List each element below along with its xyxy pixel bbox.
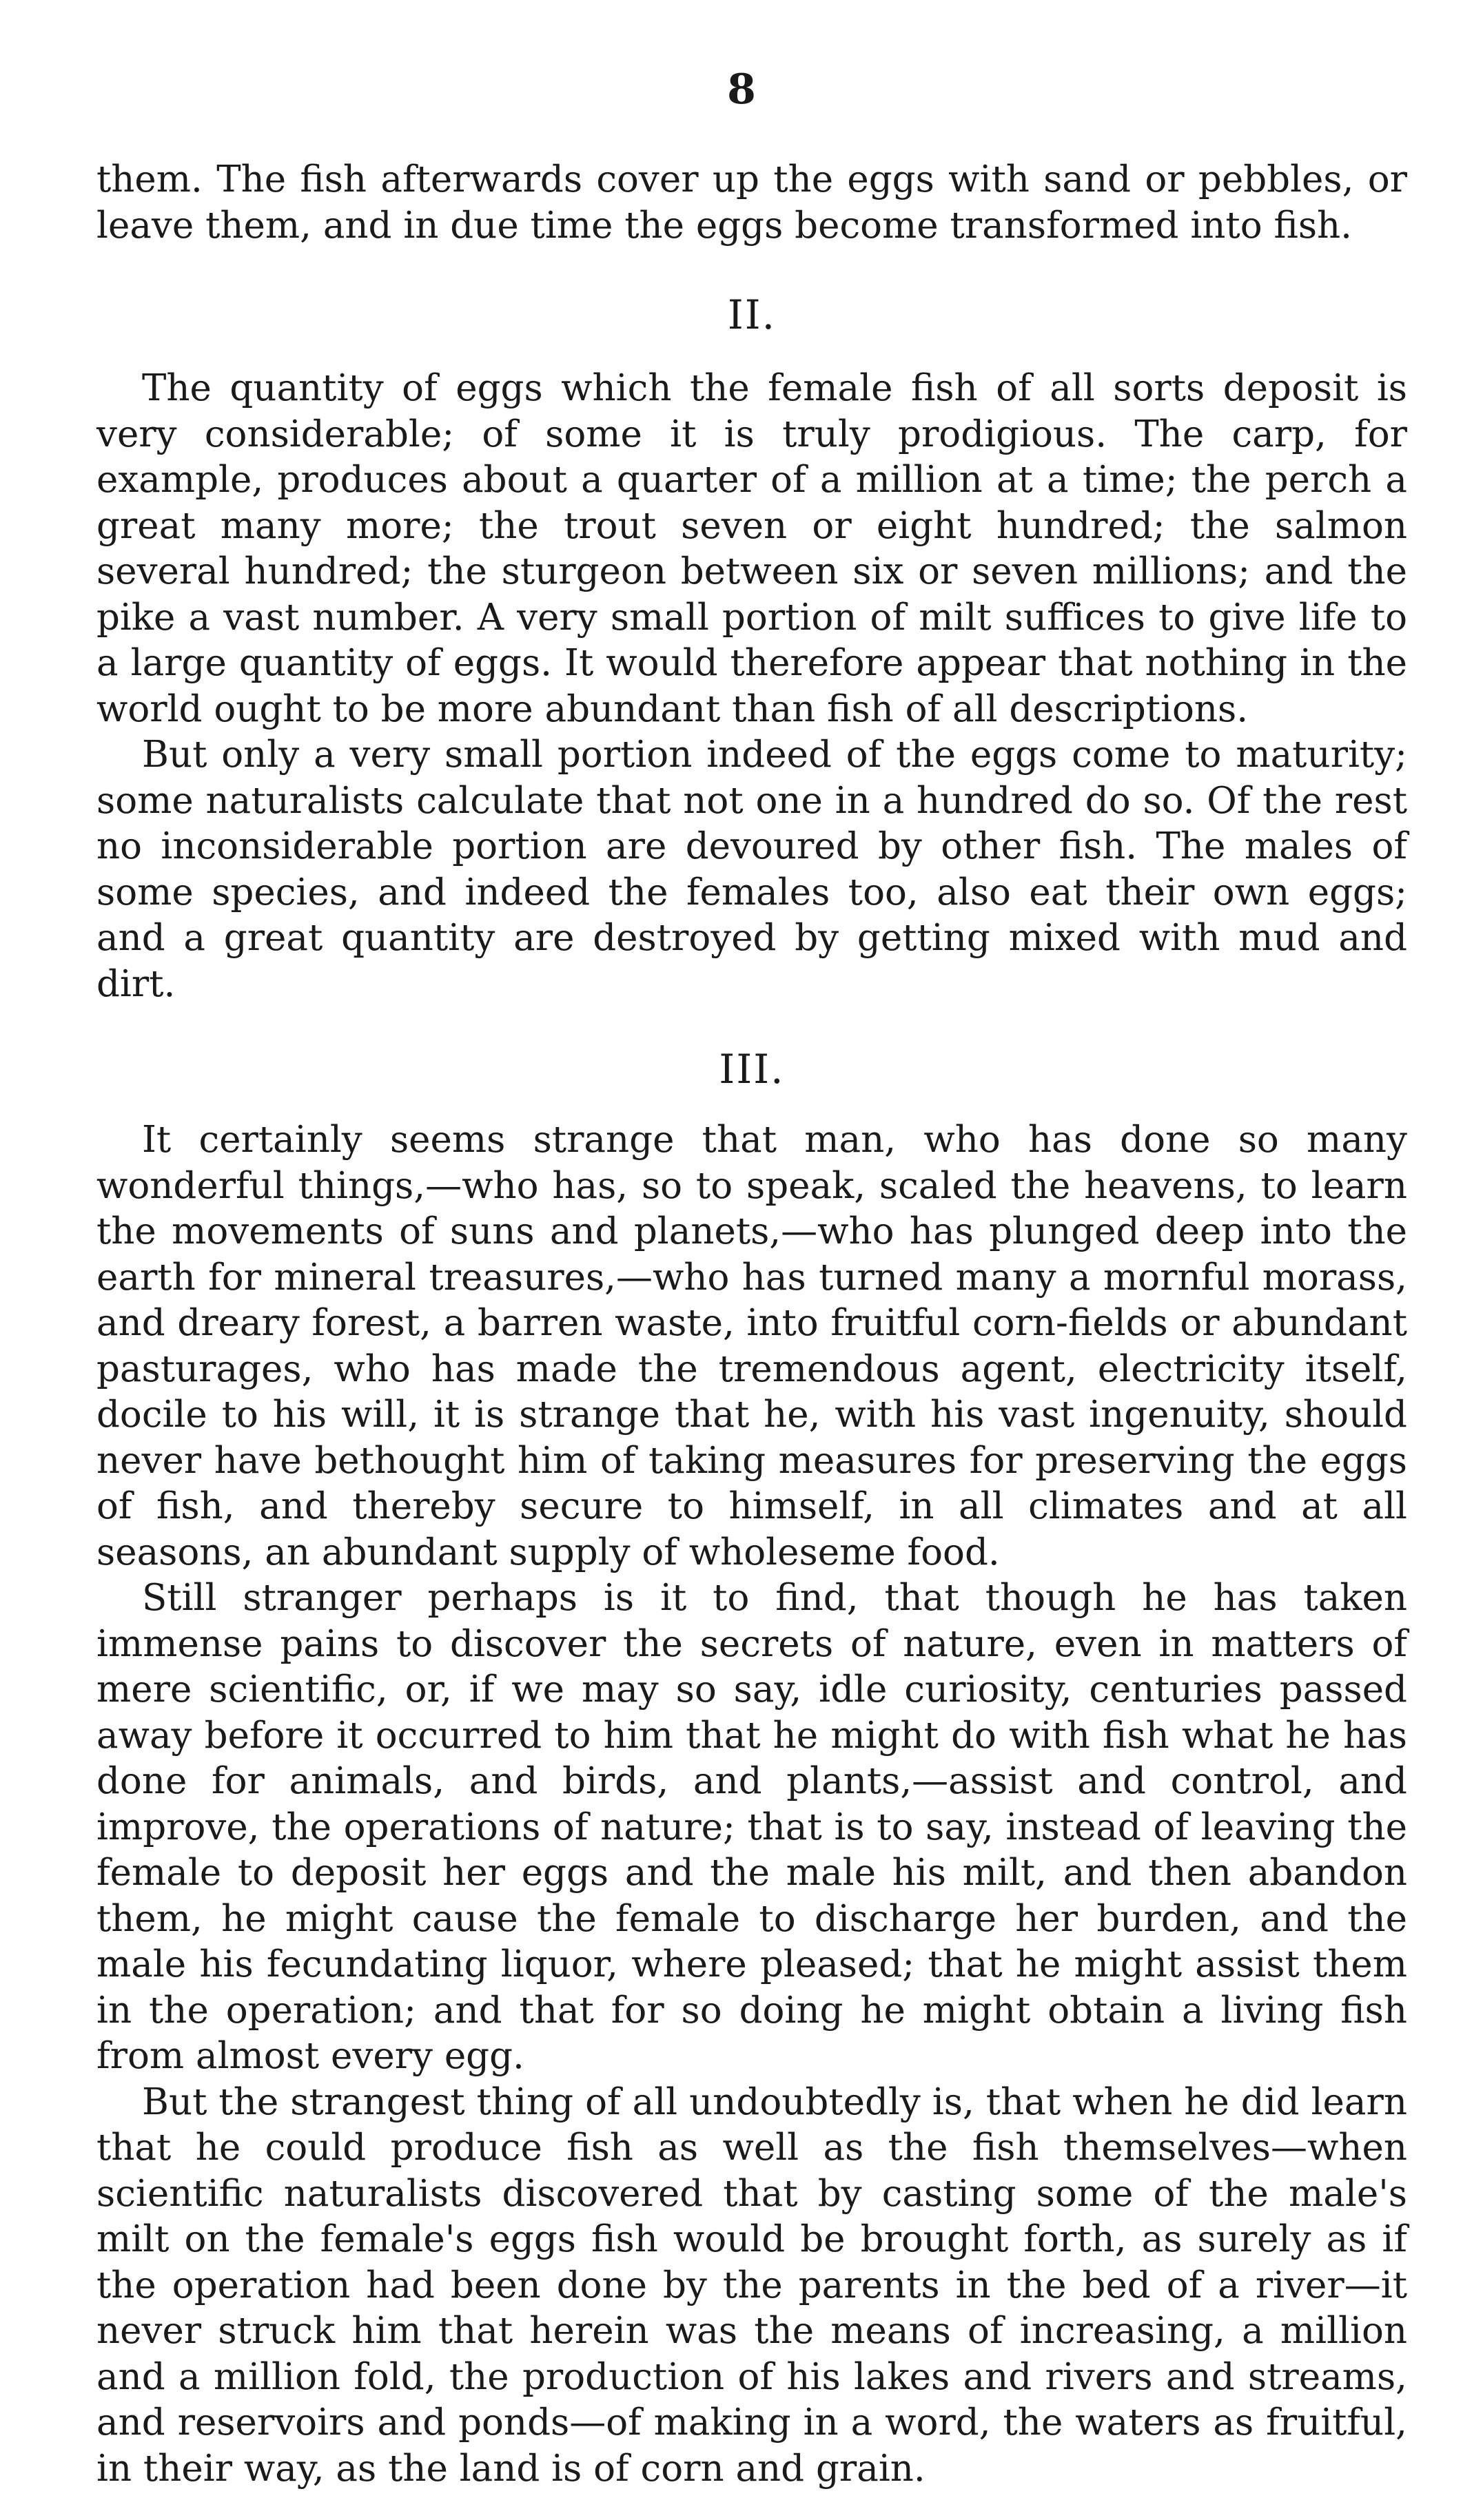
section-ii-paragraph-1: The quantity of eggs which the female fish of all sorts deposit is very considerable; of some it is truly prodigious. The carp, for example, produces about a quarter of a million at a time; the perch a great many more; the trout seven or eight hundred; the salmon several hundred; the sturgeon between six or seven millions; and the pike a vast number. A very small portion of milt suffices to give life to a large quantity of eggs. It would therefore appear that nothing in the world ought to be more abundant than fish of all descriptions. bbox=[96, 367, 1407, 730]
text-column bbox=[96, 157, 1407, 2492]
page-number: 8 bbox=[727, 65, 756, 114]
section-iii-paragraph-2: Still stranger perhaps is it to find, that though he has taken immense pains to discover the secrets of nature, even in matters of mere scientific, or, if we may so say, idle curiosity, centuries passed away before it occurred to him that he might do with fish what he has done for animals, and birds, and plants,—assist and control, and improve, the operations of nature; that is to say, instead of leaving the female to deposit her eggs and the male his milt, and then abandon them, he might cause the female to discharge her burden, and the male his fecundating liquor, where pleased; that he might assist them in the operation; and that for so doing he might obtain a living fish from almost every egg. bbox=[96, 1577, 1407, 2077]
section-iii-paragraph-1: It certainly seems strange that man, who has done so many wonderful things,—who has, so to speak, scaled the heavens, to learn the movements of suns and planets,—who has plunged deep into the earth for mineral treasures,—who has turned many a mornful morass, and dreary forest, a barren waste, into fruitful corn-fields or abundant pasturages, who has made the tremendous agent, electricity itself, docile to his will, it is strange that he, with his vast ingenuity, should never have bethought him of taking measures for preserving the eggs of fish, and thereby secure to himself, in all climates and at all seasons, an abundant supply of wholeseme food. bbox=[96, 1119, 1407, 1573]
section-heading-iii: III. bbox=[719, 1046, 785, 1093]
section-heading-ii: II. bbox=[727, 291, 777, 338]
section-iii-paragraph-3: But the strangest thing of all undoubtedly is, that when he did learn that he could produce fish as well as the fish themselves—when scientific naturalists discovered that by casting some of the male's milt on the female's eggs fish would be brought forth, as surely as if the operation had been done by the parents in the bed of a river—it never struck him that herein was the means of increasing, a million and a million fold, the production of his lakes and rivers and streams, and reservoirs and ponds—of making in a word, the waters as fruitful, in their way, as the land is of corn and grain. bbox=[96, 2080, 1407, 2490]
section-ii-paragraph-2: But only a very small portion indeed of the eggs come to maturity; some naturalists calculate that not one in a hundred do so. Of the rest no inconsiderable portion are devoured by other fish. The males of some species, and indeed the females too, also eat their own eggs; and a great quantity are destroyed by getting mixed with mud and dirt. bbox=[96, 734, 1407, 1005]
opening-paragraph: them. The fish afterwards cover up the eggs with sand or pebbles, or leave them, and in due time the eggs become transformed into fish. bbox=[96, 158, 1407, 247]
